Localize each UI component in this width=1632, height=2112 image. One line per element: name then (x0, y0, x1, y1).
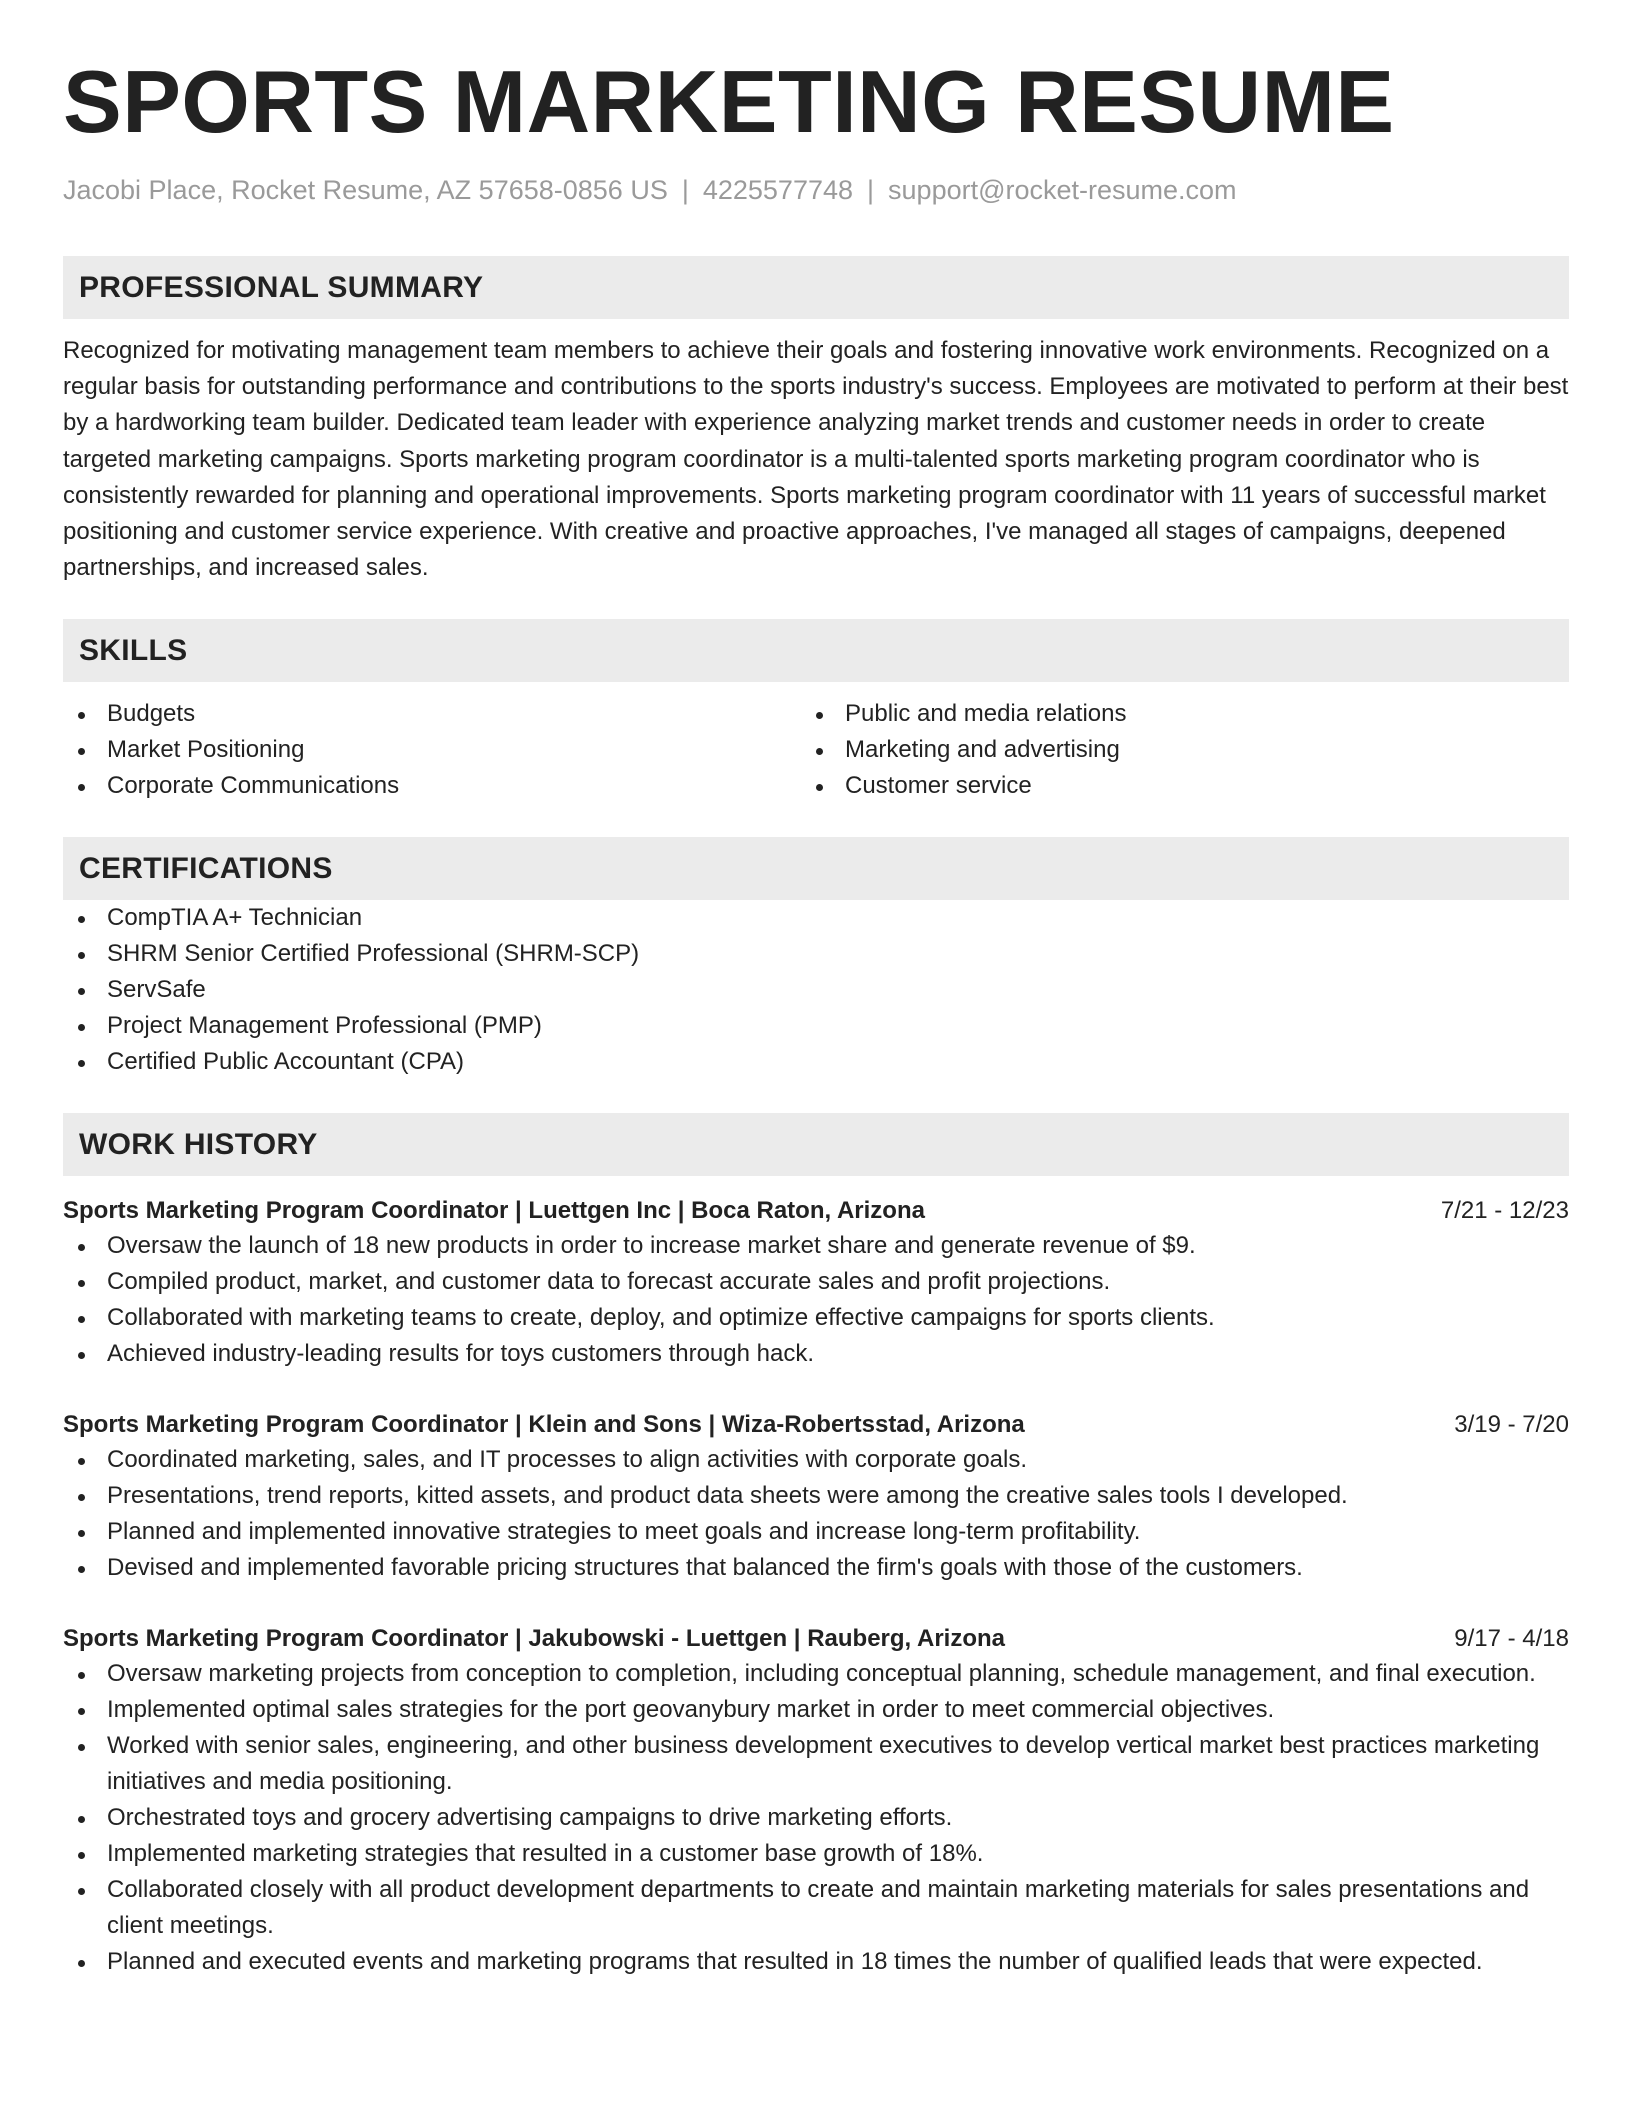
skills-column-left (63, 696, 801, 804)
job-title: Sports Marketing Program Coordinator | Klein and Sons | Wiza-Robertsstad, Arizona (63, 1411, 1025, 1439)
job-title: Sports Marketing Program Coordinator | Luettgen Inc | Boca Raton, Arizona (63, 1197, 925, 1225)
job-bullet: Collaborated closely with all product development departments to create and maintain marketing materials for sales presentations and client meetings. (63, 1872, 1569, 1944)
job-bullets (63, 1656, 1569, 1980)
skill-item: Budgets (63, 696, 801, 732)
skills-grid (63, 696, 1569, 804)
job-header (63, 1194, 1569, 1228)
job-header (63, 1622, 1569, 1656)
job-bullet: Planned and executed events and marketing programs that resulted in 18 times the number of qualified leads that were expected. (63, 1944, 1569, 1980)
job-bullet: Planned and implemented innovative strategies to meet goals and increase long-term profitability. (63, 1514, 1569, 1550)
certification-item: SHRM Senior Certified Professional (SHRM-SCP) (63, 936, 1569, 972)
job-bullet: Devised and implemented favorable pricing structures that balanced the firm's goals with those of the customers. (63, 1550, 1569, 1586)
contact-separator: | (867, 175, 875, 205)
summary-heading: PROFESSIONAL SUMMARY (63, 256, 1569, 319)
skills-column-right (801, 696, 1561, 804)
summary-text: Recognized for motivating management team members to achieve their goals and fostering innovative work environments. Recognized on a regular basis for outstanding performance and contributions to the sports industry's success. Employees are motivated to perform at their best by a hardworking team builder. Dedicated team leader with experience analyzing market trends and customer needs in order to create targeted marketing campaigns. Sports marketing program coordinator is a multi-talented sports marketing program coordinator who is consistently rewarded for planning and operational improvements. Sports marketing program coordinator with 11 years of successful market positioning and customer service experience. With creative and proactive approaches, I've managed all stages of campaigns, deepened partnerships, and increased sales. (63, 337, 1569, 582)
skill-item: Corporate Communications (63, 768, 801, 804)
job-header (63, 1408, 1569, 1442)
contact-separator: | (681, 175, 689, 205)
job-title: Sports Marketing Program Coordinator | Jakubowski - Luettgen | Rauberg, Arizona (63, 1625, 1005, 1653)
certification-item: Certified Public Accountant (CPA) (63, 1044, 1569, 1080)
job-bullet: Achieved industry-leading results for toys customers through hack. (63, 1336, 1569, 1372)
skill-item: Customer service (801, 768, 1561, 804)
contact-address: Jacobi Place, Rocket Resume, AZ 57658-0856 US (63, 175, 668, 205)
work-history-heading: WORK HISTORY (63, 1113, 1569, 1176)
job-bullets (63, 1442, 1569, 1586)
job-entry (63, 1194, 1569, 1372)
job-bullet: Oversaw marketing projects from conception to completion, including conceptual planning, schedule management, and final execution. (63, 1656, 1569, 1692)
certification-item: ServSafe (63, 972, 1569, 1008)
job-entry (63, 1622, 1569, 1980)
certifications-list (63, 900, 1569, 1080)
job-dates: 3/19 - 7/20 (1454, 1411, 1569, 1439)
job-bullets (63, 1228, 1569, 1372)
job-bullet: Presentations, trend reports, kitted assets, and product data sheets were among the creative sales tools I developed. (63, 1478, 1569, 1514)
skill-item: Marketing and advertising (801, 732, 1561, 768)
skills-heading: SKILLS (63, 619, 1569, 682)
job-bullet: Implemented marketing strategies that resulted in a customer base growth of 18%. (63, 1836, 1569, 1872)
job-dates: 9/17 - 4/18 (1454, 1625, 1569, 1653)
job-bullet: Implemented optimal sales strategies for the port geovanybury market in order to meet commercial objectives. (63, 1692, 1569, 1728)
job-bullet: Compiled product, market, and customer data to forecast accurate sales and profit projections. (63, 1264, 1569, 1300)
certification-item: Project Management Professional (PMP) (63, 1008, 1569, 1044)
contact-phone: 4225577748 (702, 175, 854, 205)
job-dates: 7/21 - 12/23 (1440, 1197, 1569, 1225)
certifications-heading: CERTIFICATIONS (63, 837, 1569, 900)
job-bullet: Worked with senior sales, engineering, and other business development executives to develop vertical market best practices marketing initiatives and media positioning. (63, 1728, 1569, 1800)
job-entry (63, 1408, 1569, 1586)
job-bullet: Oversaw the launch of 18 new products in order to increase market share and generate revenue of $9. (63, 1228, 1569, 1264)
skill-item: Market Positioning (63, 732, 801, 768)
skill-item: Public and media relations (801, 696, 1561, 732)
job-bullet: Orchestrated toys and grocery advertising campaigns to drive marketing efforts. (63, 1800, 1569, 1836)
resume-title: SPORTS MARKETING RESUME (63, 52, 1395, 151)
job-bullet: Collaborated with marketing teams to create, deploy, and optimize effective campaigns for sports clients. (63, 1300, 1569, 1336)
contact-email: support@rocket-resume.com (888, 175, 1237, 205)
job-bullet: Coordinated marketing, sales, and IT processes to align activities with corporate goals. (63, 1442, 1569, 1478)
certification-item: CompTIA A+ Technician (63, 900, 1569, 936)
contact-line (63, 172, 1569, 208)
